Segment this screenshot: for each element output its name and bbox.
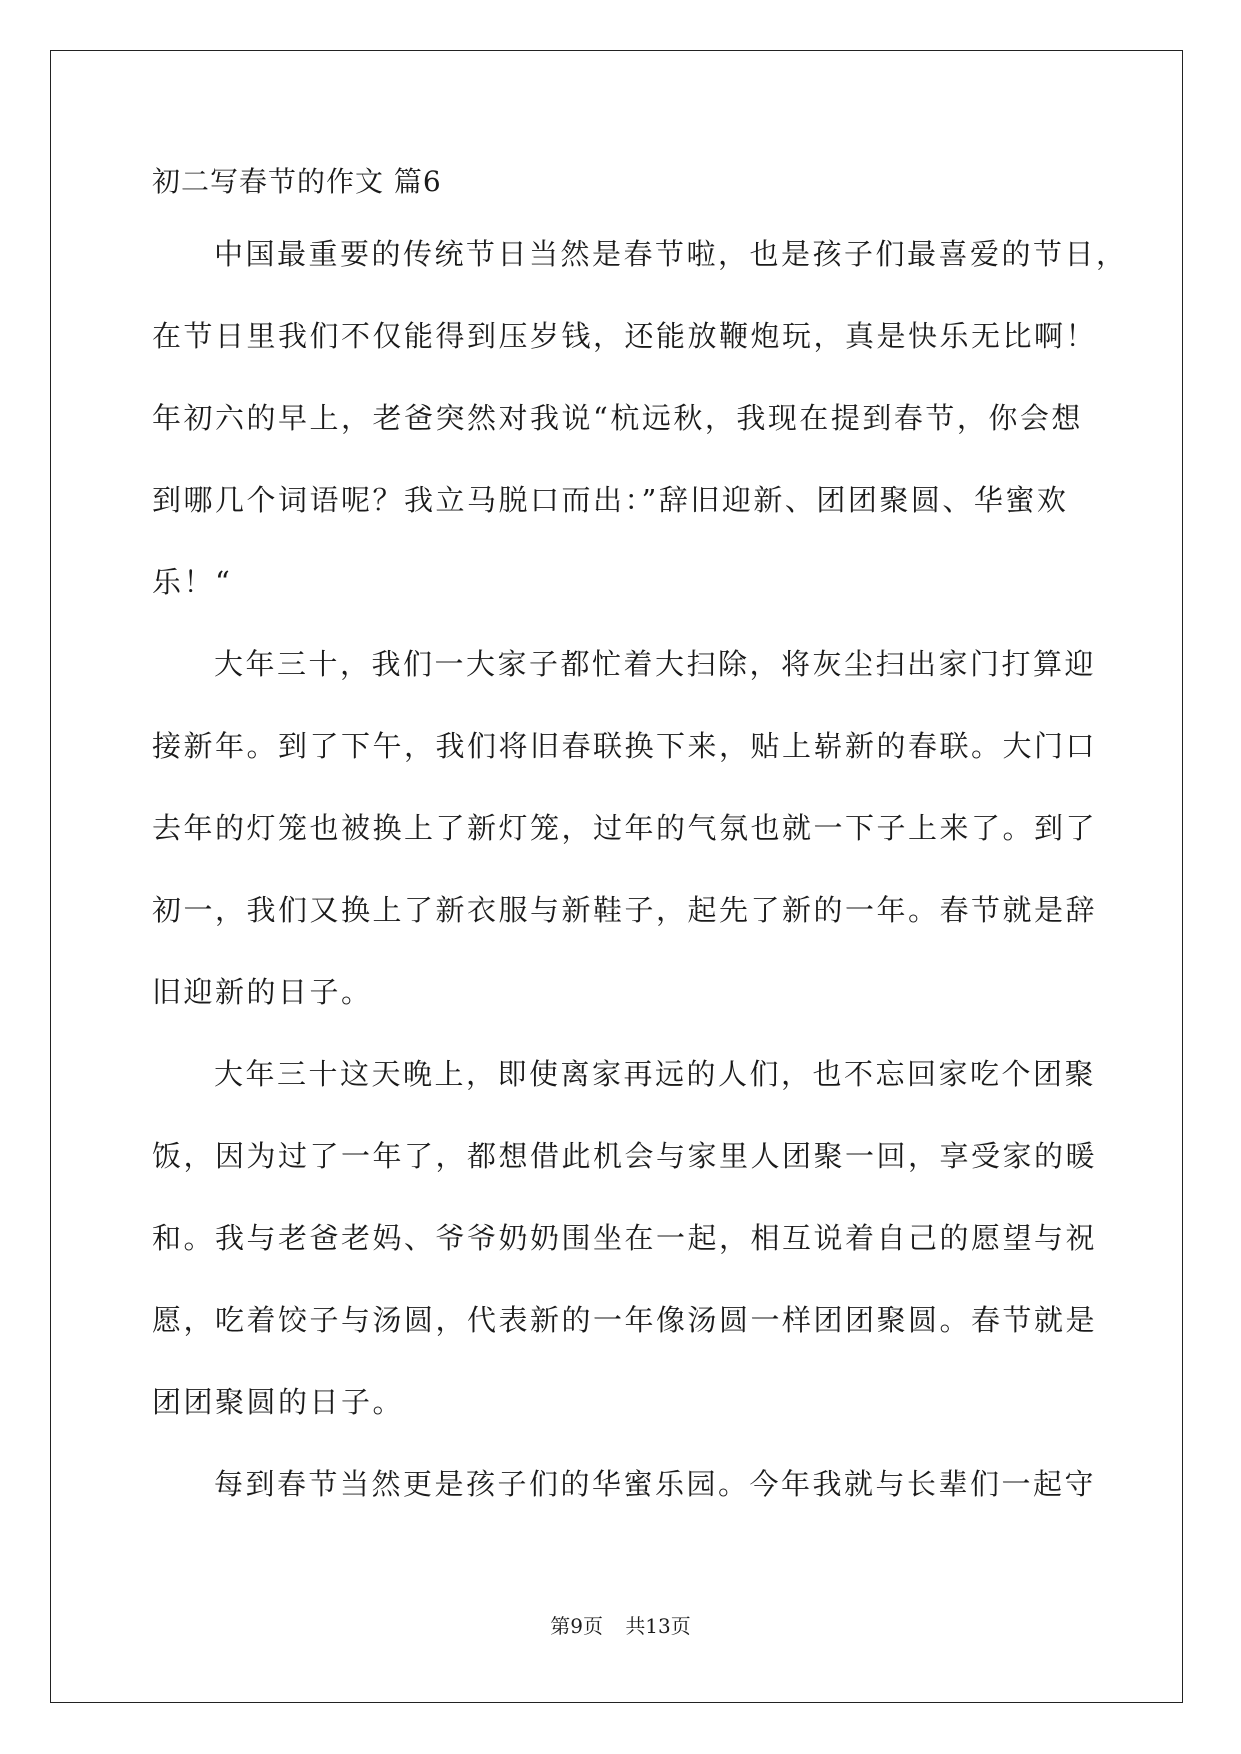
text-line: 在节日里我们不仅能得到压岁钱，还能放鞭炮玩，真是快乐无比啊！	[152, 319, 1098, 353]
text-line: 乐！“	[152, 565, 233, 599]
document-title: 初二写春节的作文 篇6	[152, 165, 442, 198]
text-line: 中国最重要的传统节日当然是春节啦，也是孩子们最喜爱的节日，	[214, 237, 1128, 271]
page-number: 第9页	[550, 1614, 603, 1638]
text-line: 团团聚圆的日子。	[152, 1385, 405, 1419]
text-line: 到哪几个词语呢？我立马脱口而出：”辞旧迎新、团团聚圆、华蜜欢	[152, 483, 1069, 517]
text-line: 旧迎新的日子。	[152, 975, 373, 1009]
text-line: 去年的灯笼也被换上了新灯笼，过年的气氛也就一下子上来了。到了	[152, 811, 1098, 845]
text-line: 饭，因为过了一年了，都想借此机会与家里人团聚一回，享受家的暖	[152, 1139, 1098, 1173]
text-line: 每到春节当然更是孩子们的华蜜乐园。今年我就与长辈们一起守	[214, 1467, 1097, 1501]
text-line: 接新年。到了下午，我们将旧春联换下来，贴上崭新的春联。大门口	[152, 729, 1098, 763]
document-body	[152, 160, 1128, 1544]
page-total: 共13页	[625, 1614, 691, 1638]
text-line: 大年三十这天晚上，即使离家再远的人们，也不忘回家吃个团聚	[214, 1057, 1097, 1091]
paragraph-lines	[152, 232, 1128, 1544]
text-line: 年初六的早上，老爸突然对我说“杭远秋，我现在提到春节，你会想	[152, 401, 1083, 435]
text-line: 和。我与老爸老妈、爷爷奶奶围坐在一起，相互说着自己的愿望与祝	[152, 1221, 1098, 1255]
text-line: 愿，吃着饺子与汤圆，代表新的一年像汤圆一样团团聚圆。春节就是	[152, 1303, 1098, 1337]
text-line: 初一，我们又换上了新衣服与新鞋子，起先了新的一年。春节就是辞	[152, 893, 1098, 927]
text-line: 大年三十，我们一大家子都忙着大扫除，将灰尘扫出家门打算迎	[214, 647, 1097, 681]
page-footer	[0, 1612, 1241, 1640]
